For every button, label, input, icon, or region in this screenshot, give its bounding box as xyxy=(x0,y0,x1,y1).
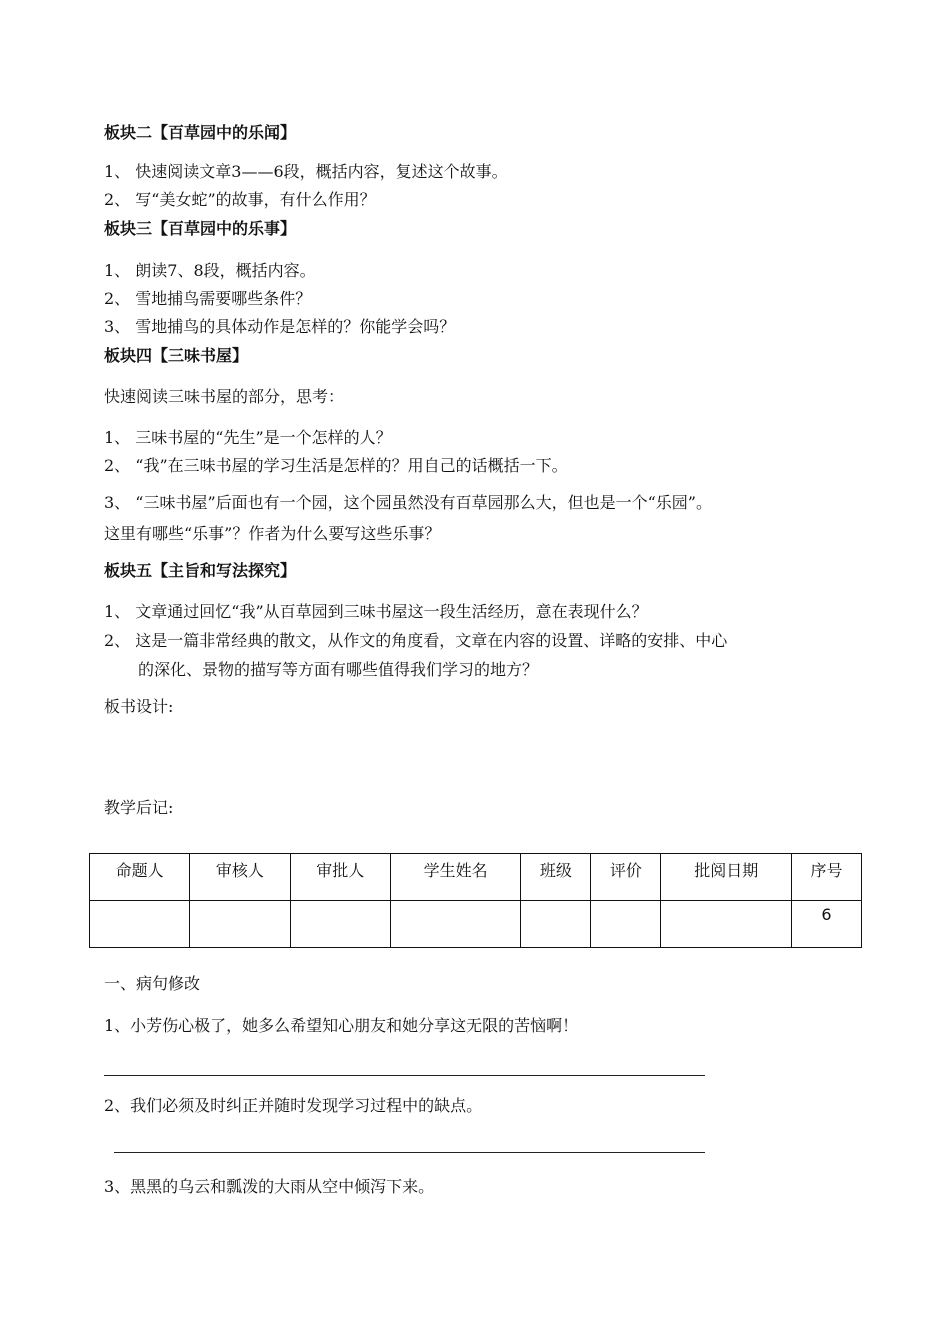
header-cell: 批阅日期 xyxy=(661,854,792,901)
value-cell xyxy=(290,901,390,948)
section4-item-3: 3、 “三味书屋”后面也有一个园，这个园虽然没有百草园那么大，但也是一个“乐园”。 xyxy=(104,493,712,512)
section3-item-3: 3、 雪地捕鸟的具体动作是怎样的？你能学会吗？ xyxy=(104,317,456,336)
value-cell xyxy=(661,901,792,948)
section4-title: 板块四【三味书屋】 xyxy=(104,346,249,365)
section2-item-1: 1、 快速阅读文章3——6段，概括内容，复述这个故事。 xyxy=(104,162,508,181)
board-design-label: 板书设计: xyxy=(104,697,174,716)
section3-title: 板块三【百草园中的乐事】 xyxy=(104,219,297,238)
review-table-value-row xyxy=(90,901,862,948)
section3-item-1: 1、 朗读7、8段，概括内容。 xyxy=(104,261,316,280)
section3-item-2: 2、 雪地捕鸟需要哪些条件？ xyxy=(104,289,312,308)
section4-intro: 快速阅读三味书屋的部分，思考： xyxy=(104,387,345,406)
section2-title: 板块二【百草园中的乐闻】 xyxy=(104,123,297,142)
review-table-header-row xyxy=(90,854,862,901)
answer-line-2 xyxy=(114,1152,705,1153)
serial-number-cell: 6 xyxy=(791,901,861,948)
section5-item-2: 2、 这是一篇非常经典的散文，从作文的角度看，文章在内容的设置、详略的安排、中心 xyxy=(104,631,728,650)
header-cell: 序号 xyxy=(791,854,861,901)
section4-item-1: 1、 三味书屋的“先生”是一个怎样的人？ xyxy=(104,428,392,447)
exercise-item-1: 1、小芳伤心极了，她多么希望知心朋友和她分享这无限的苦恼啊！ xyxy=(104,1016,579,1035)
section4-item-2: 2、 “我”在三味书屋的学习生活是怎样的？用自己的话概括一下。 xyxy=(104,456,568,475)
header-cell: 评价 xyxy=(591,854,661,901)
exercise-title: 一、病句修改 xyxy=(104,974,201,993)
answer-line-1 xyxy=(104,1075,705,1076)
section5-item-2-cont: 的深化、景物的描写等方面有哪些值得我们学习的地方？ xyxy=(138,660,539,679)
exercise-item-2: 2、我们必须及时纠正并随时发现学习过程中的缺点。 xyxy=(104,1096,483,1115)
header-cell: 审批人 xyxy=(290,854,390,901)
section4-item-3-cont: 这里有哪些“乐事”？作者为什么要写这些乐事？ xyxy=(104,524,441,543)
header-cell: 学生姓名 xyxy=(390,854,521,901)
exercise-item-3: 3、黑黑的乌云和瓢泼的大雨从空中倾泻下来。 xyxy=(104,1177,435,1196)
header-cell: 审核人 xyxy=(190,854,290,901)
review-table xyxy=(89,853,862,948)
header-cell: 班级 xyxy=(521,854,591,901)
section2-item-2: 2、 写“美女蛇”的故事，有什么作用？ xyxy=(104,190,376,209)
value-cell xyxy=(591,901,661,948)
section5-title: 板块五【主旨和写法探究】 xyxy=(104,561,297,580)
header-cell: 命题人 xyxy=(90,854,190,901)
value-cell xyxy=(90,901,190,948)
value-cell xyxy=(190,901,290,948)
teaching-notes-label: 教学后记: xyxy=(104,798,174,817)
value-cell xyxy=(390,901,521,948)
section5-item-1: 1、 文章通过回忆“我”从百草园到三味书屋这一段生活经历，意在表现什么？ xyxy=(104,602,648,621)
value-cell xyxy=(521,901,591,948)
